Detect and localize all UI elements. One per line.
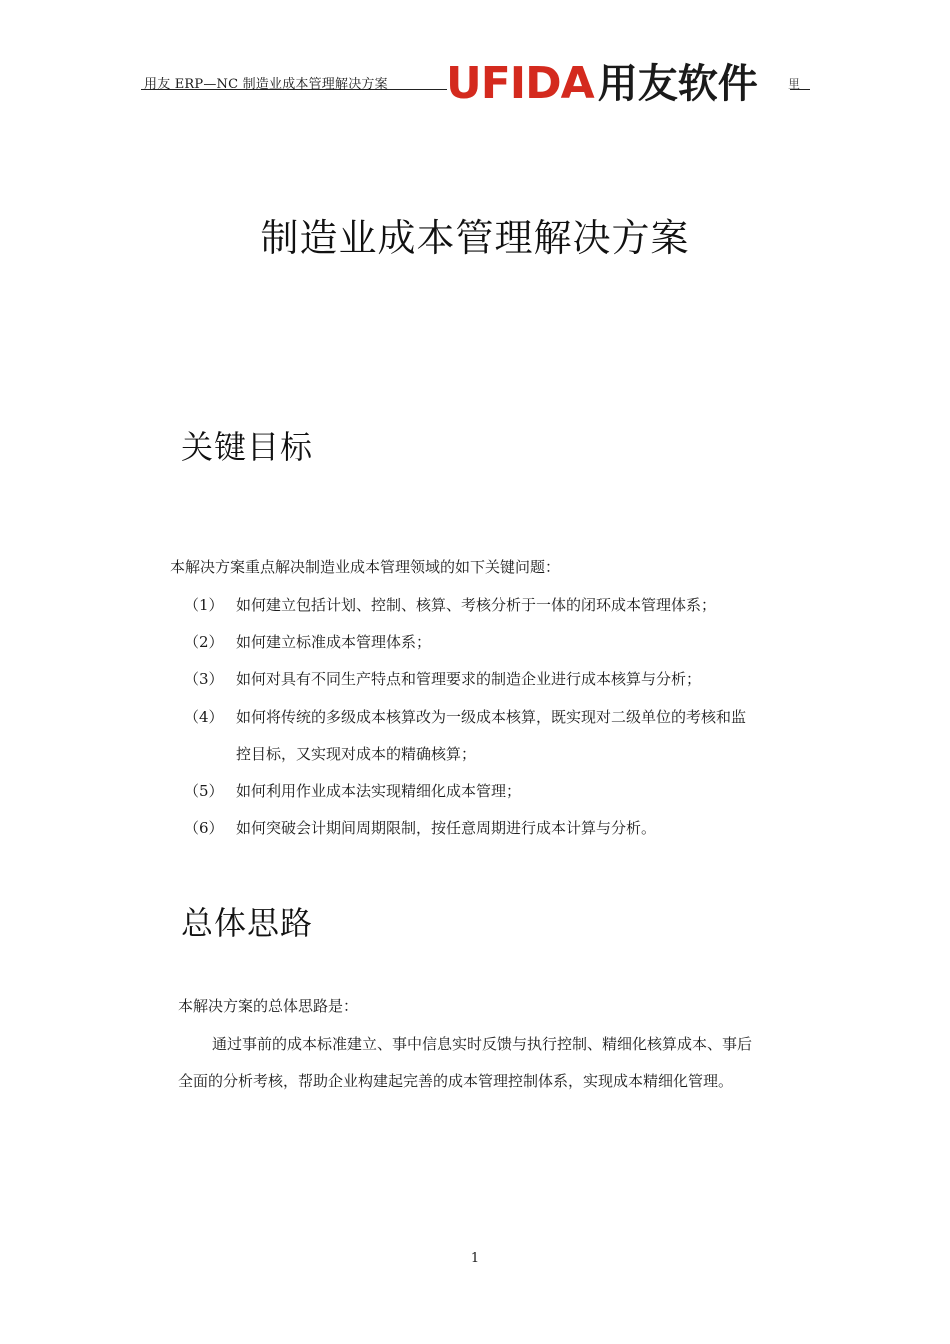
ufida-logo [446, 58, 758, 109]
list-item-number: （1） [184, 596, 224, 614]
list-item-text: 如何将传统的多级成本核算改为一级成本核算，既实现对二级单位的考核和监 [236, 708, 747, 726]
list-item-text: 如何突破会计期间周期限制，按任意周期进行成本计算与分析。 [236, 819, 657, 837]
header-rule [141, 89, 447, 90]
body-paragraph-line: 全面的分析考核，帮助企业构建起完善的成本管理控制体系，实现成本精细化管理。 [178, 1072, 734, 1090]
logo-chinese-name: 用友软件 [597, 61, 758, 107]
header-rule-right [790, 89, 810, 90]
list-item-number: （4） [184, 708, 224, 726]
list-item-text: 如何对具有不同生产特点和管理要求的制造企业进行成本核算与分析； [236, 670, 702, 688]
logo-wordmark: UFIDA [446, 58, 594, 109]
page-number: 1 [470, 1251, 480, 1266]
list-item [184, 817, 656, 838]
list-item-text: 如何建立包括计划、控制、核算、考核分析于一体的闭环成本管理体系； [236, 596, 717, 614]
list-item-continuation: 控目标，又实现对成本的精确核算； [236, 745, 477, 763]
list-item-text: 如何建立标准成本管理体系； [236, 633, 432, 651]
list-item [184, 668, 701, 689]
list-item-number: （2） [184, 633, 224, 651]
list-item-number: （3） [184, 670, 224, 688]
section-intro: 本解决方案的总体思路是： [178, 997, 359, 1015]
list-item-text: 如何利用作业成本法实现精细化成本管理； [236, 782, 522, 800]
document-title: 制造业成本管理解决方案 [260, 216, 690, 260]
header-tail-fragment: 里 [788, 77, 801, 91]
running-header: 用友 ERP—NC 制造业成本管理解决方案 [144, 77, 388, 92]
body-paragraph-line: 通过事前的成本标准建立、事中信息实时反馈与执行控制、精细化核算成本、事后 [212, 1035, 753, 1053]
list-item-number: （6） [184, 819, 224, 837]
list-item-number: （5） [184, 782, 224, 800]
list-item [184, 706, 746, 727]
list-item [184, 594, 716, 615]
list-item [184, 780, 521, 801]
section-heading-overall-approach: 总体思路 [181, 904, 314, 942]
section-heading-key-goals: 关键目标 [181, 428, 314, 466]
section-intro: 本解决方案重点解决制造业成本管理领域的如下关键问题： [170, 558, 561, 576]
list-item [184, 631, 431, 652]
